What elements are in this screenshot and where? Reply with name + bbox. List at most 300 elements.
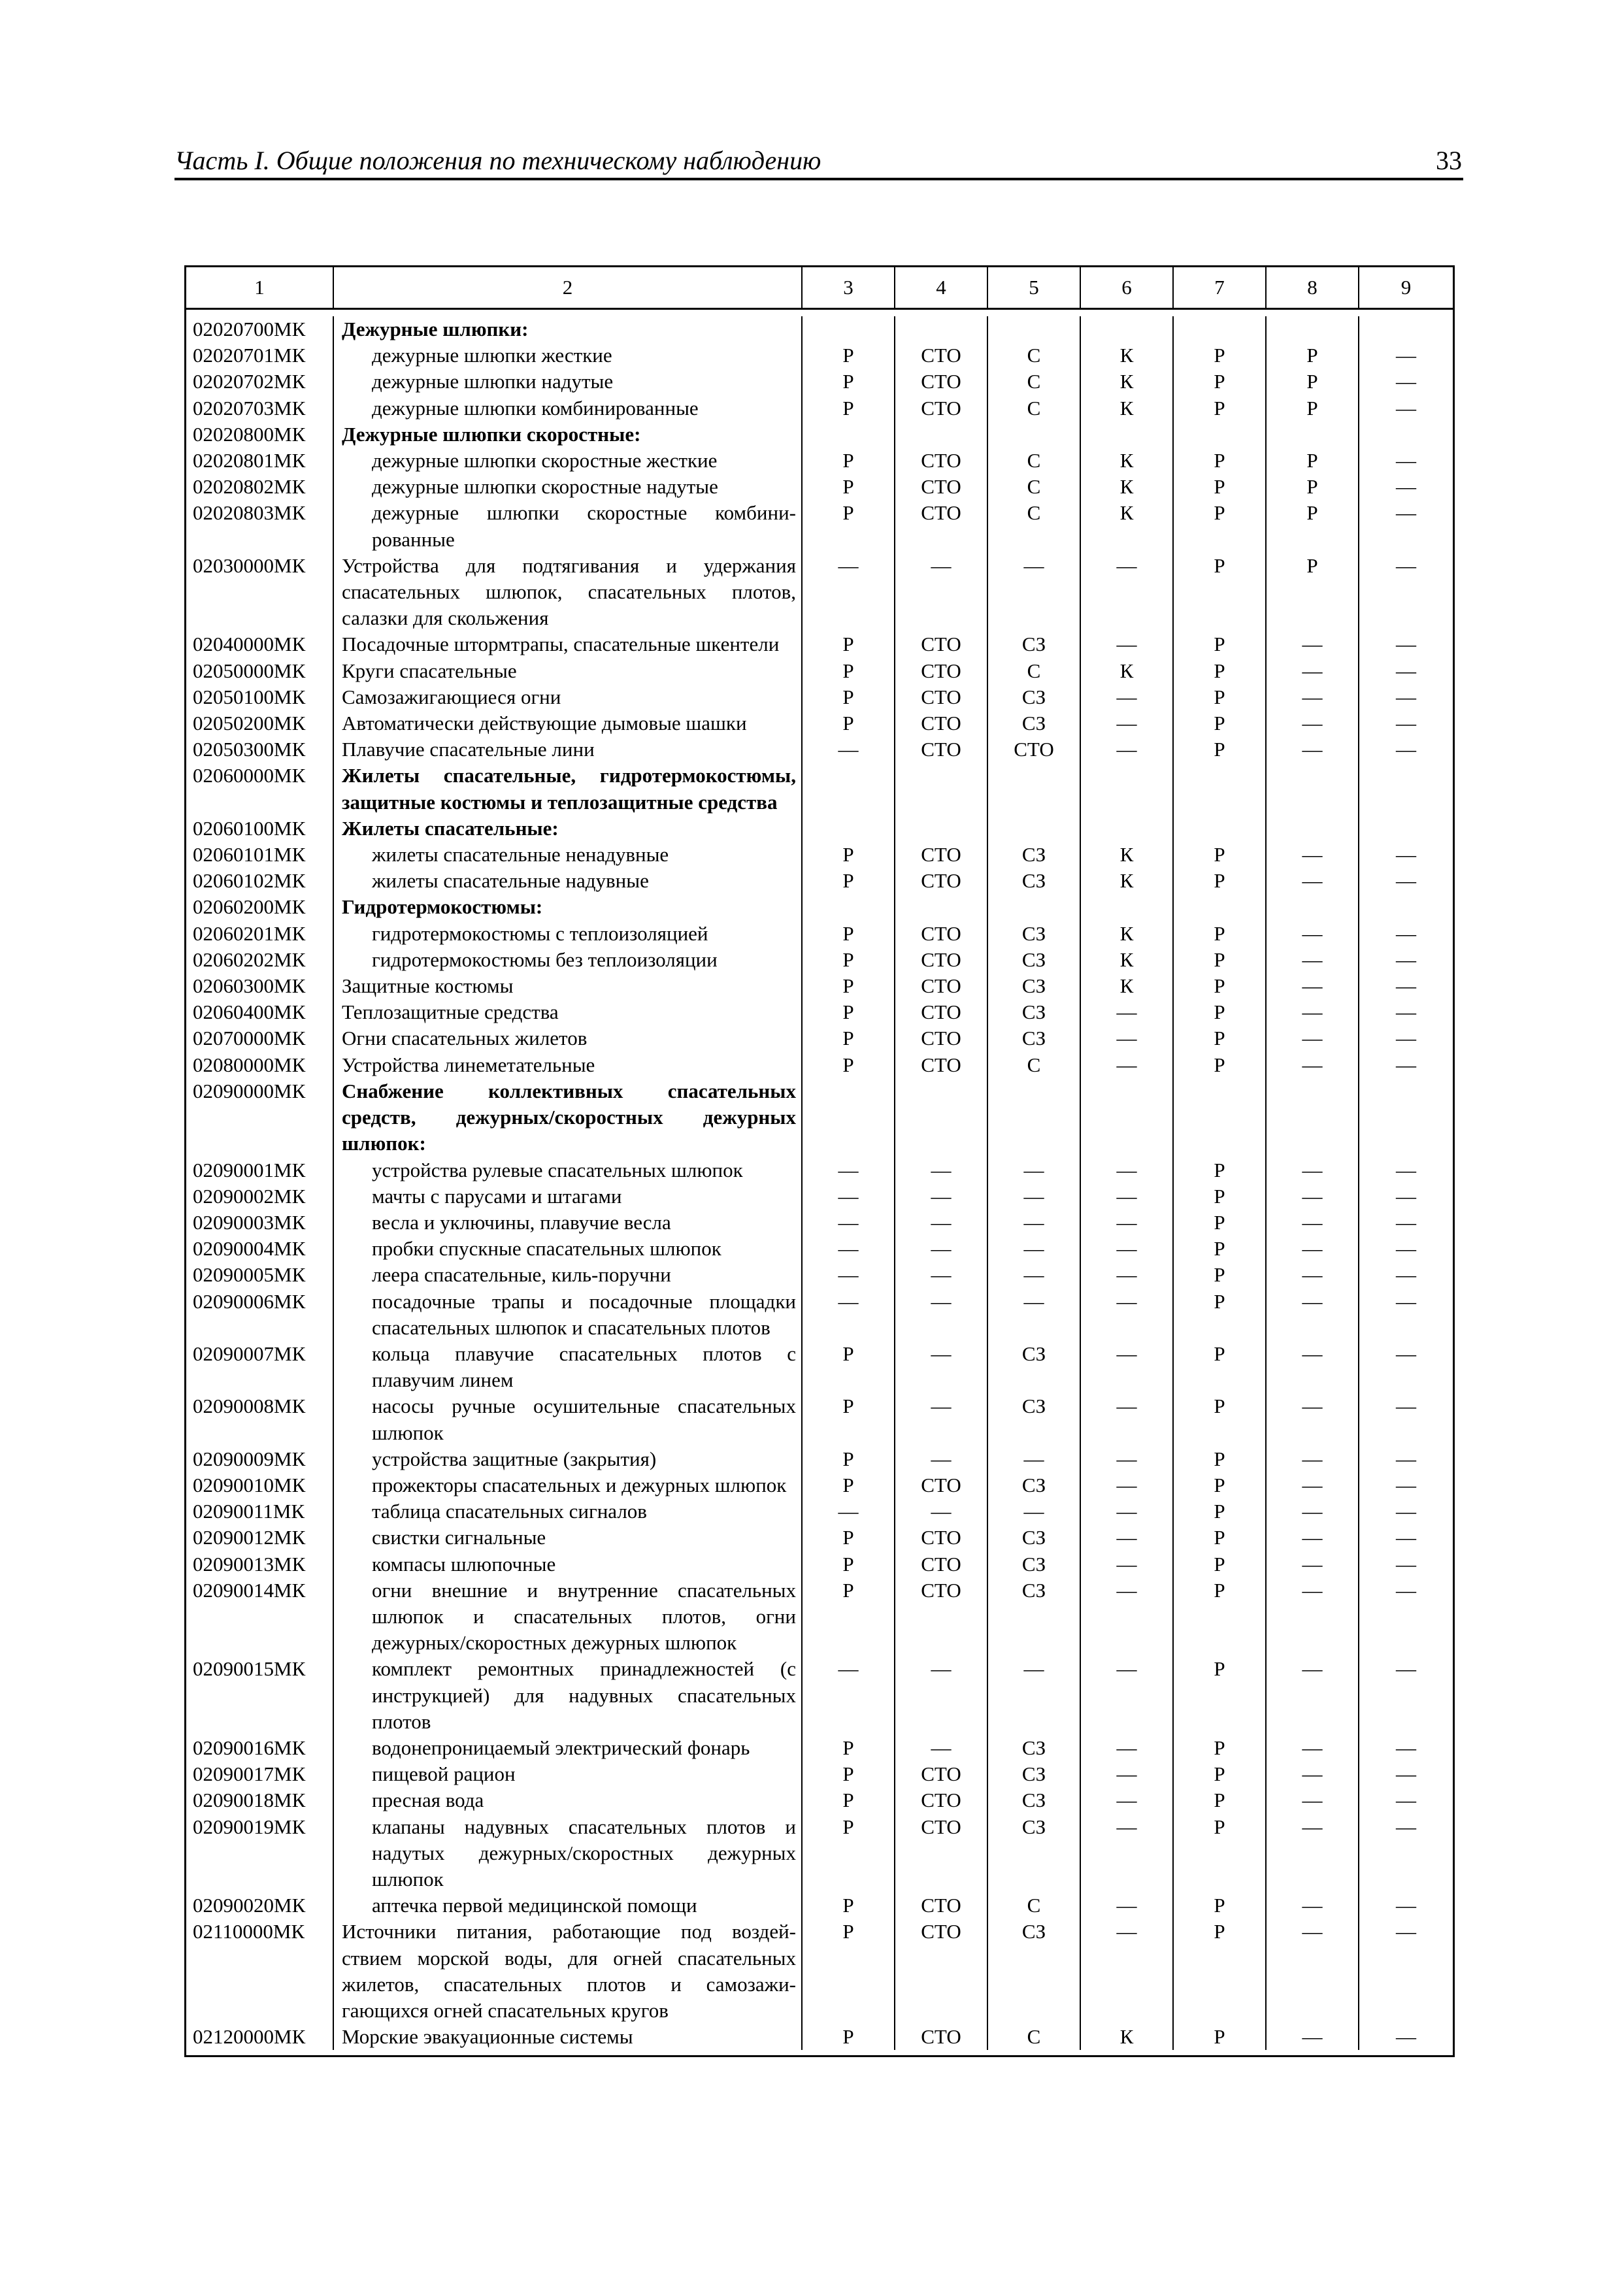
requirement-value: СТО [895, 947, 988, 973]
requirement-value: — [895, 1262, 988, 1288]
requirement-value: — [1396, 2025, 1416, 2049]
item-code: 02080000МК [186, 1052, 334, 1078]
requirement-value: — [988, 1236, 1081, 1262]
requirement-value: СЗ [988, 868, 1081, 894]
item-description: дежурные шлюпки комбинированные [334, 395, 803, 421]
requirement-value [895, 316, 988, 342]
requirement-value: — [1267, 921, 1359, 947]
requirement-value: — [1081, 684, 1174, 710]
requirement-value: — [1081, 1341, 1174, 1393]
requirement-value: Р [1174, 1341, 1267, 1393]
requirement-value: СТО [895, 684, 988, 710]
requirement-value [1267, 763, 1359, 815]
column-header: 8 [1267, 267, 1359, 308]
requirement-value: СТО [988, 736, 1081, 763]
column-header: 3 [803, 267, 895, 308]
table-row [186, 684, 1453, 710]
requirement-value: С [988, 500, 1081, 552]
requirement-value: Р [1267, 474, 1359, 500]
requirement-value: Р [803, 474, 895, 500]
requirement-value: — [1081, 1262, 1174, 1288]
requirement-value: — [1396, 553, 1416, 577]
item-code: 02090007МК [186, 1341, 334, 1393]
column-header: 6 [1081, 267, 1174, 308]
requirement-value: К [1081, 921, 1174, 947]
item-description: Жилеты спасательные: [334, 816, 803, 842]
requirement-value [1267, 1078, 1359, 1157]
requirement-value: Р [803, 342, 895, 369]
table-row [186, 421, 1453, 448]
requirement-value: Р [803, 2024, 895, 2050]
requirement-value: С [988, 342, 1081, 369]
item-description: Снабжение коллективных спасательных средств, дежурных/скоростных дежурных шлюпок: [334, 1078, 803, 1157]
requirement-value: СТО [895, 500, 988, 552]
requirement-value: К [1081, 868, 1174, 894]
requirement-value: — [988, 1262, 1081, 1288]
table-row [186, 1892, 1453, 1919]
requirement-value: Р [1174, 1446, 1267, 1472]
requirement-value: — [988, 553, 1081, 632]
requirement-value: Р [1174, 553, 1267, 632]
requirement-value: Р [1174, 947, 1267, 973]
requirement-value: Р [803, 1393, 895, 1445]
table-row [186, 763, 1453, 815]
requirement-value: Р [803, 448, 895, 474]
requirement-value: С [988, 1052, 1081, 1078]
requirement-value: — [1081, 1289, 1174, 1341]
requirement-value [1359, 1078, 1453, 1157]
requirement-value: — [988, 1498, 1081, 1525]
requirement-value: К [1081, 395, 1174, 421]
requirement-value: Р [1174, 999, 1267, 1025]
requirement-value: СЗ [988, 921, 1081, 947]
requirement-value: — [803, 1262, 895, 1288]
requirement-value: — [988, 1210, 1081, 1236]
item-code: 02050000МК [186, 658, 334, 684]
requirement-value: — [895, 1236, 988, 1262]
requirement-value: Р [1174, 1735, 1267, 1761]
requirement-value: — [803, 1157, 895, 1183]
requirement-value [803, 816, 895, 842]
requirement-value: СТО [895, 474, 988, 500]
table-row [186, 816, 1453, 842]
item-code: 02060400МК [186, 999, 334, 1025]
requirement-value: Р [803, 710, 895, 736]
requirement-value: К [1081, 947, 1174, 973]
requirement-value: — [895, 1341, 988, 1393]
requirement-value: СТО [895, 2024, 988, 2050]
requirement-value: Р [803, 1341, 895, 1393]
item-code: 02040000МК [186, 631, 334, 657]
table-row [186, 395, 1453, 421]
requirement-value: СТО [895, 1052, 988, 1078]
requirement-value: — [1396, 370, 1416, 393]
requirement-value [895, 421, 988, 448]
table-row [186, 1052, 1453, 1078]
table-row [186, 448, 1453, 474]
item-description: прожекторы спасательных и дежурных шлюпок [334, 1472, 803, 1498]
table-row [186, 1525, 1453, 1551]
requirement-value: — [803, 1210, 895, 1236]
requirement-value: СЗ [988, 973, 1081, 999]
requirement-value: Р [803, 1814, 895, 1893]
requirement-value: Р [803, 868, 895, 894]
table-row [186, 658, 1453, 684]
item-description: таблица спасательных сигналов [334, 1498, 803, 1525]
requirement-value: — [1396, 1342, 1416, 1365]
table-row [186, 2024, 1453, 2050]
requirement-value: — [988, 1289, 1081, 1341]
requirement-value: — [1081, 1236, 1174, 1262]
requirement-value [895, 1078, 988, 1157]
requirement-value: Р [803, 947, 895, 973]
table-row [186, 1446, 1453, 1472]
requirement-value: Р [803, 1761, 895, 1787]
table-row [186, 1498, 1453, 1525]
item-code: 02120000МК [186, 2024, 334, 2050]
requirement-value: — [1396, 1027, 1416, 1050]
table-row [186, 1735, 1453, 1761]
requirement-value: Р [803, 1577, 895, 1657]
table-row [186, 631, 1453, 657]
requirement-value [1174, 316, 1267, 342]
requirement-value: Р [1174, 1289, 1267, 1341]
requirement-value: — [1081, 999, 1174, 1025]
item-description: Дежурные шлюпки скоростные: [334, 421, 803, 448]
item-description: мачты с парусами и штагами [334, 1183, 803, 1210]
page-number: 33 [1436, 146, 1462, 175]
requirement-value [803, 1078, 895, 1157]
item-code: 02050200МК [186, 710, 334, 736]
requirement-value: — [1267, 1025, 1359, 1051]
item-description: гидротермокостюмы с теплоизоляцией [334, 921, 803, 947]
item-code: 02090014МК [186, 1577, 334, 1657]
requirement-value: СТО [895, 842, 988, 868]
requirement-value [1081, 1078, 1174, 1157]
requirement-value [1359, 894, 1453, 920]
requirement-value: К [1081, 342, 1174, 369]
requirement-value: — [1396, 974, 1416, 998]
table-row [186, 553, 1453, 632]
requirement-value: — [1396, 1920, 1416, 1943]
requirement-value: СЗ [988, 1814, 1081, 1893]
requirement-value: Р [1174, 736, 1267, 763]
requirement-value: Р [803, 1052, 895, 1078]
requirement-value: Р [1267, 342, 1359, 369]
requirement-value: Р [803, 1551, 895, 1577]
requirement-value: — [895, 1289, 988, 1341]
requirement-value: — [1081, 1577, 1174, 1657]
requirement-value [1174, 894, 1267, 920]
item-code: 02090019МК [186, 1814, 334, 1893]
requirement-value: С [988, 369, 1081, 395]
requirement-value [1359, 816, 1453, 842]
table-row [186, 1814, 1453, 1893]
requirement-value: — [1267, 1446, 1359, 1472]
requirement-value: К [1081, 474, 1174, 500]
requirement-value: Р [1174, 1577, 1267, 1657]
requirement-value: — [1267, 1393, 1359, 1445]
requirement-value: СТО [895, 395, 988, 421]
requirement-value: СТО [895, 631, 988, 657]
requirement-value: С [988, 658, 1081, 684]
item-code: 02090001МК [186, 1157, 334, 1183]
table-row [186, 1025, 1453, 1051]
item-code: 02090016МК [186, 1735, 334, 1761]
table-row [186, 500, 1453, 552]
requirement-value: Р [1174, 1525, 1267, 1551]
requirement-value: СТО [895, 369, 988, 395]
requirement-value: — [803, 1498, 895, 1525]
item-code: 02090003МК [186, 1210, 334, 1236]
requirement-value: — [1267, 1892, 1359, 1919]
table-row [186, 1236, 1453, 1262]
table-row [186, 710, 1453, 736]
table-row [186, 1761, 1453, 1787]
requirement-value: СТО [895, 342, 988, 369]
item-code: 02090017МК [186, 1761, 334, 1787]
item-description: Устройства для подтягивания и удержания спасательных шлюпок, спасательных плотов, салазки для скольжения [334, 553, 803, 632]
requirement-value: Р [1174, 369, 1267, 395]
table-row [186, 999, 1453, 1025]
requirement-value: — [803, 736, 895, 763]
requirement-value: — [1396, 1815, 1416, 1838]
requirement-value [1359, 316, 1453, 342]
item-description: Источники питания, работающие под воздей- ствием морской воды, для огней спасательных жилетов, спасательных плотов и самозажи- гающихся огней спасательных кругов [334, 1919, 803, 2024]
requirement-value: — [1396, 1395, 1416, 1418]
item-description: гидротермокостюмы без теплоизоляции [334, 947, 803, 973]
item-code: 02060200МК [186, 894, 334, 920]
requirement-value: — [1267, 868, 1359, 894]
item-code: 02020701МК [186, 342, 334, 369]
requirement-value: — [1396, 738, 1416, 761]
requirement-value: — [895, 1157, 988, 1183]
requirement-value: — [988, 1157, 1081, 1183]
item-description: устройства защитные (закрытия) [334, 1446, 803, 1472]
requirement-value: — [1396, 1762, 1416, 1786]
requirement-value: Р [1174, 1157, 1267, 1183]
requirement-value: — [1396, 1237, 1416, 1261]
requirement-value: — [1267, 710, 1359, 736]
requirement-value: — [1267, 1735, 1359, 1761]
requirement-value [803, 894, 895, 920]
requirement-value [1267, 316, 1359, 342]
item-code: 02060300МК [186, 973, 334, 999]
requirement-value: Р [1174, 1892, 1267, 1919]
requirement-value: — [1396, 1657, 1416, 1681]
requirement-value: СЗ [988, 1577, 1081, 1657]
requirement-value: Р [1174, 1551, 1267, 1577]
requirement-value: К [1081, 369, 1174, 395]
requirement-value: Р [1174, 1656, 1267, 1735]
item-description: дежурные шлюпки скоростные комбини- рованные [334, 500, 803, 552]
requirement-value: — [1081, 710, 1174, 736]
requirement-value: — [1396, 948, 1416, 971]
item-code: 02050100МК [186, 684, 334, 710]
requirement-value: Р [1174, 1210, 1267, 1236]
item-code: 02090005МК [186, 1262, 334, 1288]
requirement-value: — [1396, 685, 1416, 708]
requirement-value: — [1081, 553, 1174, 632]
item-description: аптечка первой медицинской помощи [334, 1892, 803, 1919]
requirement-value: Р [803, 631, 895, 657]
requirement-value: — [1081, 1551, 1174, 1577]
requirement-value: СЗ [988, 1735, 1081, 1761]
requirement-value: К [1081, 973, 1174, 999]
requirement-value: — [1267, 1289, 1359, 1341]
requirement-value: СТО [895, 1525, 988, 1551]
item-code: 02090000МК [186, 1078, 334, 1157]
requirement-value: СТО [895, 868, 988, 894]
requirement-value: — [988, 1183, 1081, 1210]
requirement-value: — [1267, 1472, 1359, 1498]
table-row [186, 474, 1453, 500]
requirement-value: Р [803, 1472, 895, 1498]
requirement-value: С [988, 2024, 1081, 2050]
item-code: 02020801МК [186, 448, 334, 474]
requirement-value: СТО [895, 1577, 988, 1657]
requirement-value [988, 894, 1081, 920]
requirement-value: Р [1174, 1183, 1267, 1210]
requirement-value [1081, 763, 1174, 815]
item-description: Плавучие спасательные лини [334, 736, 803, 763]
table-row [186, 316, 1453, 342]
table-row [186, 1210, 1453, 1236]
requirement-value: — [1267, 2024, 1359, 2050]
table-row [186, 1787, 1453, 1813]
requirement-value: — [1267, 1787, 1359, 1813]
requirement-value: Р [803, 842, 895, 868]
requirement-value [1174, 1078, 1267, 1157]
requirement-value: — [1267, 1525, 1359, 1551]
item-code: 02090002МК [186, 1183, 334, 1210]
requirement-value: — [1396, 921, 1416, 945]
table-body [186, 310, 1453, 2055]
requirement-value: СТО [895, 1919, 988, 2024]
requirement-value: К [1081, 500, 1174, 552]
item-code: 02060102МК [186, 868, 334, 894]
requirement-value: — [1081, 1735, 1174, 1761]
item-description: Огни спасательных жилетов [334, 1025, 803, 1051]
requirement-value: — [1396, 1289, 1416, 1313]
requirement-value: СТО [895, 710, 988, 736]
requirement-value: СЗ [988, 710, 1081, 736]
item-description: леера спасательные, киль-поручни [334, 1262, 803, 1288]
table-row [186, 1472, 1453, 1498]
requirement-value [803, 421, 895, 448]
table-row [186, 1393, 1453, 1445]
table-row [186, 736, 1453, 763]
requirement-value [1081, 894, 1174, 920]
requirement-value: СЗ [988, 1025, 1081, 1051]
item-code: 02020800МК [186, 421, 334, 448]
requirement-value: Р [803, 500, 895, 552]
requirement-value: — [1081, 1814, 1174, 1893]
requirement-value: СТО [895, 1814, 988, 1893]
requirement-value: — [1267, 1919, 1359, 2024]
table-row [186, 369, 1453, 395]
requirement-value [803, 316, 895, 342]
requirement-value [803, 763, 895, 815]
requirement-value [895, 763, 988, 815]
requirement-value: Р [1267, 369, 1359, 395]
item-code: 02060202МК [186, 947, 334, 973]
requirement-value: — [895, 1210, 988, 1236]
requirement-value: — [1081, 1919, 1174, 2024]
item-description: дежурные шлюпки надутые [334, 369, 803, 395]
requirement-value: Р [803, 1525, 895, 1551]
item-description: Морские эвакуационные системы [334, 2024, 803, 2050]
requirement-value: Р [1174, 395, 1267, 421]
item-code: 02020802МК [186, 474, 334, 500]
requirement-value [1267, 421, 1359, 448]
item-code: 02060100МК [186, 816, 334, 842]
requirement-value: СЗ [988, 999, 1081, 1025]
requirement-value: — [1396, 1552, 1416, 1576]
requirement-value: Р [1174, 2024, 1267, 2050]
requirement-value: — [803, 1183, 895, 1210]
column-header: 9 [1400, 276, 1412, 299]
table-row [186, 1577, 1453, 1657]
item-code: 02020803МК [186, 500, 334, 552]
requirement-value: — [1396, 1526, 1416, 1549]
item-description: дежурные шлюпки скоростные надутые [334, 474, 803, 500]
requirement-value: — [1267, 1551, 1359, 1577]
item-code: 02060101МК [186, 842, 334, 868]
requirement-value: Р [803, 1892, 895, 1919]
table-header-row [186, 267, 1453, 310]
requirement-value: Р [1174, 684, 1267, 710]
item-code: 02030000МК [186, 553, 334, 632]
requirement-value [1359, 763, 1453, 815]
requirement-value: Р [1174, 868, 1267, 894]
requirement-value: — [1267, 999, 1359, 1025]
requirement-value: Р [803, 1446, 895, 1472]
requirement-value [1081, 816, 1174, 842]
requirement-value: Р [1174, 631, 1267, 657]
requirement-value: — [1081, 1183, 1174, 1210]
requirement-value: — [1081, 1393, 1174, 1445]
item-description: устройства рулевые спасательных шлюпок [334, 1157, 803, 1183]
requirement-value: Р [803, 921, 895, 947]
requirement-value: Р [803, 973, 895, 999]
requirement-value: — [1396, 1473, 1416, 1496]
requirement-value [895, 894, 988, 920]
requirement-value: — [1081, 1892, 1174, 1919]
requirement-value: — [1267, 1157, 1359, 1183]
item-description: жилеты спасательные надувные [334, 868, 803, 894]
item-description: пищевой рацион [334, 1761, 803, 1787]
requirement-value: — [803, 1656, 895, 1735]
item-description: дежурные шлюпки жесткие [334, 342, 803, 369]
item-code: 02020702МК [186, 369, 334, 395]
requirement-value: Р [1174, 1025, 1267, 1051]
requirement-value: СТО [895, 999, 988, 1025]
requirement-value: Р [1267, 395, 1359, 421]
item-description: клапаны надувных спасательных плотов и надутых дежурных/скоростных дежурных шлюпок [334, 1814, 803, 1893]
item-description: Круги спасательные [334, 658, 803, 684]
requirement-value: — [803, 1236, 895, 1262]
requirement-value: СЗ [988, 1551, 1081, 1577]
header-rule [174, 178, 1463, 180]
item-code: 02110000МК [186, 1919, 334, 2024]
requirement-value: — [1081, 1025, 1174, 1051]
requirement-value: Р [1174, 1052, 1267, 1078]
requirement-value: СЗ [988, 842, 1081, 868]
item-code: 02090015МК [186, 1656, 334, 1735]
item-description: Теплозащитные средства [334, 999, 803, 1025]
requirement-value: — [1081, 1761, 1174, 1787]
